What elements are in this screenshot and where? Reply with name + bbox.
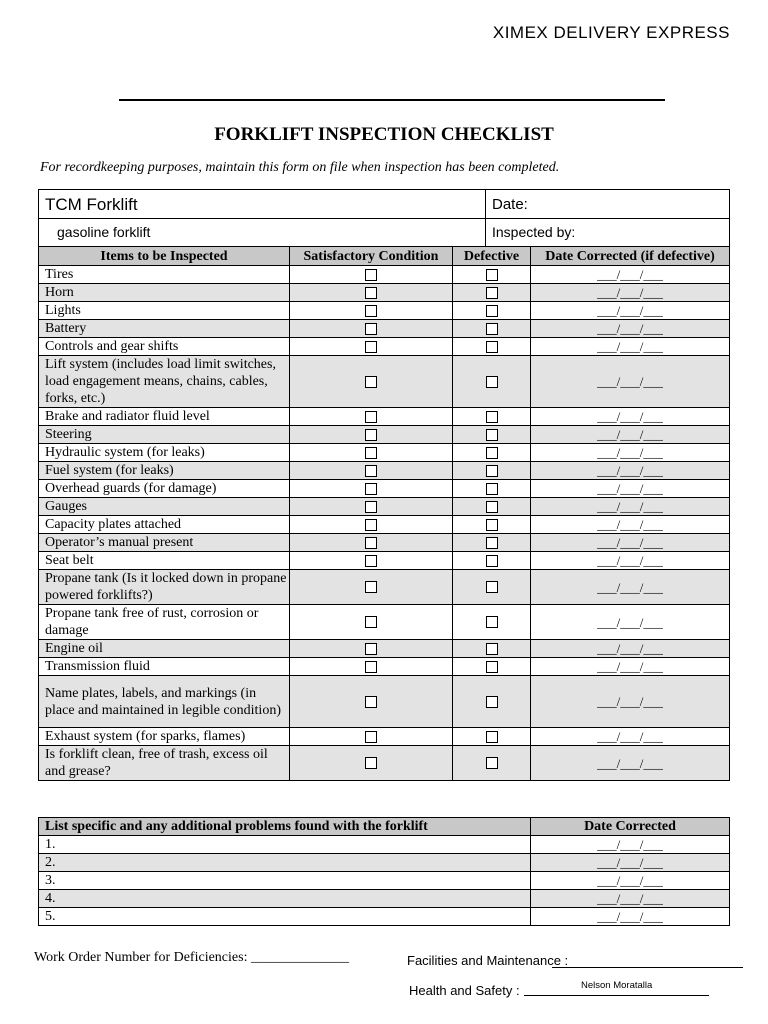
inspection-item-label: Capacity plates attached xyxy=(39,516,290,534)
inspection-row xyxy=(39,534,730,552)
company-name: XIMEX DELIVERY EXPRESS xyxy=(492,23,730,42)
defective-checkbox[interactable] xyxy=(486,555,498,567)
date-corrected-field[interactable]: ___/___/___ xyxy=(531,426,730,444)
satisfactory-checkbox[interactable] xyxy=(365,555,377,567)
inspection-row xyxy=(39,266,730,284)
problems-table xyxy=(38,817,730,926)
satisfactory-cell xyxy=(290,408,453,426)
inspection-item-label: Seat belt xyxy=(39,552,290,570)
satisfactory-cell xyxy=(290,266,453,284)
work-order-field[interactable]: Work Order Number for Deficiencies: ______________ xyxy=(34,950,349,965)
defective-checkbox[interactable] xyxy=(486,323,498,335)
inspection-row xyxy=(39,498,730,516)
inspection-row xyxy=(39,284,730,302)
satisfactory-checkbox[interactable] xyxy=(365,323,377,335)
satisfactory-cell xyxy=(290,516,453,534)
satisfactory-checkbox[interactable] xyxy=(365,305,377,317)
problem-entry-field[interactable]: 3. xyxy=(39,872,531,890)
inspection-row xyxy=(39,356,730,408)
defective-cell xyxy=(453,480,531,498)
defective-checkbox[interactable] xyxy=(486,757,498,769)
satisfactory-checkbox[interactable] xyxy=(365,696,377,708)
problem-row xyxy=(39,908,730,926)
satisfactory-checkbox[interactable] xyxy=(365,661,377,673)
defective-checkbox[interactable] xyxy=(486,581,498,593)
inspection-row xyxy=(39,728,730,746)
inspection-item-label: Horn xyxy=(39,284,290,302)
inspection-row xyxy=(39,480,730,498)
column-header-date-corrected: Date Corrected (if defective) xyxy=(531,247,730,266)
satisfactory-cell xyxy=(290,426,453,444)
defective-cell xyxy=(453,746,531,781)
defective-checkbox[interactable] xyxy=(486,537,498,549)
inspection-row xyxy=(39,640,730,658)
problem-row xyxy=(39,854,730,872)
defective-cell xyxy=(453,658,531,676)
defective-cell xyxy=(453,640,531,658)
satisfactory-checkbox[interactable] xyxy=(365,731,377,743)
problem-entry-field[interactable]: 2. xyxy=(39,854,531,872)
defective-cell xyxy=(453,462,531,480)
health-safety-signature-line[interactable] xyxy=(524,995,709,996)
defective-cell xyxy=(453,605,531,640)
column-header-item: Items to be Inspected xyxy=(39,247,290,266)
date-field[interactable]: Date: xyxy=(486,190,730,219)
problem-date-field[interactable]: ___/___/___ xyxy=(531,890,730,908)
inspection-item-label: Is forklift clean, free of trash, excess oil and grease? xyxy=(39,746,290,781)
satisfactory-checkbox[interactable] xyxy=(365,465,377,477)
inspection-item-label: Lights xyxy=(39,302,290,320)
defective-checkbox[interactable] xyxy=(486,447,498,459)
satisfactory-checkbox[interactable] xyxy=(365,269,377,281)
satisfactory-checkbox[interactable] xyxy=(365,447,377,459)
problem-date-field[interactable]: ___/___/___ xyxy=(531,836,730,854)
inspection-row xyxy=(39,426,730,444)
inspection-row xyxy=(39,676,730,728)
equipment-header-table xyxy=(38,189,730,247)
satisfactory-checkbox[interactable] xyxy=(365,537,377,549)
recordkeeping-note: For recordkeeping purposes, maintain this form on file when inspection has been completed. xyxy=(40,160,560,175)
inspection-row xyxy=(39,338,730,356)
inspected-by-field[interactable]: Inspected by: xyxy=(486,219,730,247)
health-safety-label: Health and Safety : xyxy=(409,983,520,998)
inspection-item-label: Battery xyxy=(39,320,290,338)
satisfactory-checkbox[interactable] xyxy=(365,429,377,441)
inspection-item-label: Controls and gear shifts xyxy=(39,338,290,356)
problem-date-field[interactable]: ___/___/___ xyxy=(531,872,730,890)
column-header-defective: Defective xyxy=(453,247,531,266)
satisfactory-checkbox[interactable] xyxy=(365,581,377,593)
form-title: FORKLIFT INSPECTION CHECKLIST xyxy=(214,124,554,145)
inspection-item-label: Gauges xyxy=(39,498,290,516)
satisfactory-checkbox[interactable] xyxy=(365,287,377,299)
defective-cell xyxy=(453,284,531,302)
inspection-row xyxy=(39,302,730,320)
date-corrected-field[interactable]: ___/___/___ xyxy=(531,552,730,570)
inspection-row xyxy=(39,462,730,480)
date-corrected-field[interactable]: ___/___/___ xyxy=(531,480,730,498)
inspection-row xyxy=(39,552,730,570)
date-corrected-field[interactable]: ___/___/___ xyxy=(531,408,730,426)
satisfactory-checkbox[interactable] xyxy=(365,411,377,423)
inspection-item-label: Hydraulic system (for leaks) xyxy=(39,444,290,462)
defective-checkbox[interactable] xyxy=(486,501,498,513)
date-corrected-field[interactable]: ___/___/___ xyxy=(531,605,730,640)
satisfactory-cell xyxy=(290,480,453,498)
inspection-item-label: Name plates, labels, and markings (in place and maintained in legible condition) xyxy=(39,676,290,728)
defective-checkbox[interactable] xyxy=(486,269,498,281)
satisfactory-cell xyxy=(290,746,453,781)
defective-checkbox[interactable] xyxy=(486,731,498,743)
satisfactory-checkbox[interactable] xyxy=(365,643,377,655)
inspection-item-label: Brake and radiator fluid level xyxy=(39,408,290,426)
satisfactory-cell xyxy=(290,284,453,302)
satisfactory-cell xyxy=(290,356,453,408)
defective-checkbox[interactable] xyxy=(486,519,498,531)
date-corrected-field[interactable]: ___/___/___ xyxy=(531,658,730,676)
inspection-item-label: Transmission fluid xyxy=(39,658,290,676)
satisfactory-cell xyxy=(290,605,453,640)
satisfactory-cell xyxy=(290,728,453,746)
problem-entry-field[interactable]: 1. xyxy=(39,836,531,854)
date-corrected-field[interactable]: ___/___/___ xyxy=(531,498,730,516)
defective-cell xyxy=(453,408,531,426)
date-corrected-field[interactable]: ___/___/___ xyxy=(531,284,730,302)
defective-cell xyxy=(453,570,531,605)
date-corrected-field[interactable]: ___/___/___ xyxy=(531,444,730,462)
equipment-name: TCM Forklift xyxy=(39,190,486,219)
defective-checkbox[interactable] xyxy=(486,429,498,441)
defective-checkbox[interactable] xyxy=(486,411,498,423)
date-corrected-field[interactable]: ___/___/___ xyxy=(531,302,730,320)
inspection-row xyxy=(39,570,730,605)
defective-checkbox[interactable] xyxy=(486,643,498,655)
date-corrected-field[interactable]: ___/___/___ xyxy=(531,356,730,408)
inspection-row xyxy=(39,408,730,426)
defective-cell xyxy=(453,498,531,516)
satisfactory-cell xyxy=(290,444,453,462)
defective-checkbox[interactable] xyxy=(486,465,498,477)
defective-cell xyxy=(453,266,531,284)
column-header-problems: List specific and any additional problems found with the forklift xyxy=(39,818,531,836)
problem-entry-field[interactable]: 5. xyxy=(39,908,531,926)
date-corrected-field[interactable]: ___/___/___ xyxy=(531,570,730,605)
inspection-row xyxy=(39,658,730,676)
defective-checkbox[interactable] xyxy=(486,376,498,388)
date-corrected-field[interactable]: ___/___/___ xyxy=(531,516,730,534)
date-corrected-field[interactable]: ___/___/___ xyxy=(531,266,730,284)
inspection-item-label: Exhaust system (for sparks, flames) xyxy=(39,728,290,746)
facilities-signature-line[interactable] xyxy=(552,967,743,968)
satisfactory-cell xyxy=(290,338,453,356)
inspection-item-label: Overhead guards (for damage) xyxy=(39,480,290,498)
inspection-row xyxy=(39,444,730,462)
defective-cell xyxy=(453,426,531,444)
date-corrected-field[interactable]: ___/___/___ xyxy=(531,746,730,781)
inspection-item-label: Operator’s manual present xyxy=(39,534,290,552)
defective-cell xyxy=(453,552,531,570)
satisfactory-cell xyxy=(290,640,453,658)
satisfactory-checkbox[interactable] xyxy=(365,483,377,495)
defective-checkbox[interactable] xyxy=(486,483,498,495)
defective-cell xyxy=(453,516,531,534)
defective-cell xyxy=(453,728,531,746)
defective-cell xyxy=(453,338,531,356)
satisfactory-cell xyxy=(290,498,453,516)
date-corrected-field[interactable]: ___/___/___ xyxy=(531,728,730,746)
inspection-item-label: Propane tank (Is it locked down in propane powered forklifts?) xyxy=(39,570,290,605)
satisfactory-cell xyxy=(290,658,453,676)
defective-checkbox[interactable] xyxy=(486,661,498,673)
inspection-item-label: Engine oil xyxy=(39,640,290,658)
header-divider xyxy=(119,99,665,101)
date-corrected-field[interactable]: ___/___/___ xyxy=(531,640,730,658)
defective-checkbox[interactable] xyxy=(486,287,498,299)
column-header-satisfactory: Satisfactory Condition xyxy=(290,247,453,266)
defective-checkbox[interactable] xyxy=(486,616,498,628)
satisfactory-checkbox[interactable] xyxy=(365,757,377,769)
date-corrected-field[interactable]: ___/___/___ xyxy=(531,676,730,728)
satisfactory-cell xyxy=(290,462,453,480)
inspection-items-table xyxy=(38,246,730,781)
defective-cell xyxy=(453,356,531,408)
defective-cell xyxy=(453,534,531,552)
inspection-item-label: Steering xyxy=(39,426,290,444)
satisfactory-checkbox[interactable] xyxy=(365,341,377,353)
problem-date-field[interactable]: ___/___/___ xyxy=(531,854,730,872)
inspection-item-label: Lift system (includes load limit switches, load engagement means, chains, cables, forks, etc.) xyxy=(39,356,290,408)
problem-row xyxy=(39,872,730,890)
satisfactory-cell xyxy=(290,570,453,605)
date-corrected-field[interactable]: ___/___/___ xyxy=(531,462,730,480)
problem-date-field[interactable]: ___/___/___ xyxy=(531,908,730,926)
defective-cell xyxy=(453,302,531,320)
column-header-problem-date: Date Corrected xyxy=(531,818,730,836)
satisfactory-cell xyxy=(290,320,453,338)
satisfactory-checkbox[interactable] xyxy=(365,376,377,388)
inspection-row xyxy=(39,320,730,338)
satisfactory-cell xyxy=(290,534,453,552)
defective-checkbox[interactable] xyxy=(486,305,498,317)
defective-checkbox[interactable] xyxy=(486,696,498,708)
inspection-item-label: Tires xyxy=(39,266,290,284)
facilities-maintenance-label: Facilities and Maintenance : xyxy=(407,953,569,968)
satisfactory-cell xyxy=(290,302,453,320)
defective-cell xyxy=(453,320,531,338)
satisfactory-checkbox[interactable] xyxy=(365,616,377,628)
satisfactory-cell xyxy=(290,552,453,570)
satisfactory-cell xyxy=(290,676,453,728)
inspection-row xyxy=(39,605,730,640)
defective-cell xyxy=(453,444,531,462)
defective-cell xyxy=(453,676,531,728)
date-corrected-field[interactable]: ___/___/___ xyxy=(531,534,730,552)
inspection-item-label: Fuel system (for leaks) xyxy=(39,462,290,480)
equipment-type: gasoline forklift xyxy=(39,219,486,247)
problem-row xyxy=(39,890,730,908)
inspection-item-label: Propane tank free of rust, corrosion or damage xyxy=(39,605,290,640)
date-corrected-field[interactable]: ___/___/___ xyxy=(531,320,730,338)
date-corrected-field[interactable]: ___/___/___ xyxy=(531,338,730,356)
satisfactory-checkbox[interactable] xyxy=(365,519,377,531)
health-safety-signature: Nelson Moratalla xyxy=(581,980,653,991)
inspection-row xyxy=(39,746,730,781)
satisfactory-checkbox[interactable] xyxy=(365,501,377,513)
problem-row xyxy=(39,836,730,854)
problem-entry-field[interactable]: 4. xyxy=(39,890,531,908)
defective-checkbox[interactable] xyxy=(486,341,498,353)
inspection-row xyxy=(39,516,730,534)
